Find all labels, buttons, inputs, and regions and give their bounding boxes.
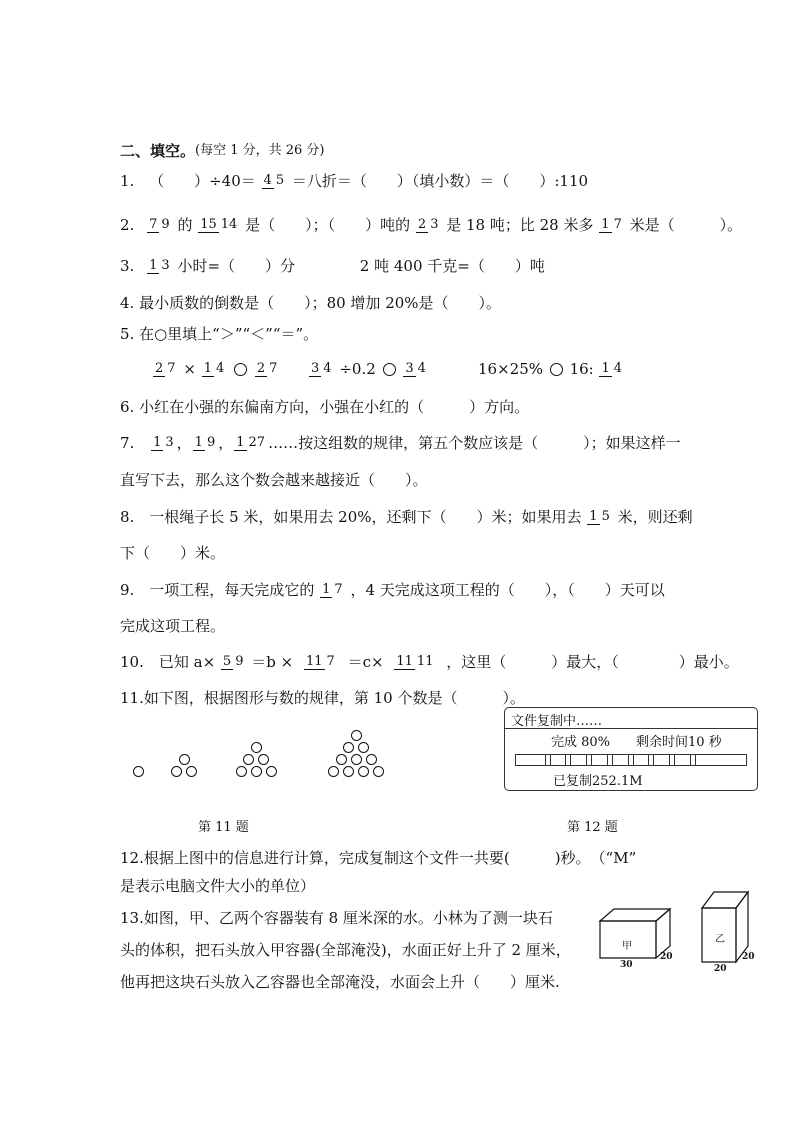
question-11: 11.如下图，根据图形与数的规律，第 10 个数是（ ）。 xyxy=(120,689,525,707)
figure-11-caption: 第 11 题 xyxy=(198,820,249,835)
denominator: 27 xyxy=(248,435,266,450)
pattern-circle xyxy=(186,766,197,777)
container-jia-label: 甲 xyxy=(622,941,632,952)
question-3 xyxy=(120,255,545,276)
expression-left: 16×25% xyxy=(478,360,543,378)
numerator: 2 xyxy=(256,360,266,376)
numerator: 7 xyxy=(149,216,158,232)
q13-line-2: 头的体积，把石头放入甲容器(全部淹没)，水面正好上升了 2 厘米， xyxy=(120,941,571,959)
container-yi-depth: 20 xyxy=(742,952,755,962)
container-jia xyxy=(600,905,680,969)
pattern-circle xyxy=(179,754,190,765)
denominator: 9 xyxy=(161,217,170,232)
q2-fraction-1 xyxy=(147,218,172,233)
fraction xyxy=(202,362,227,377)
q3-part-b: 2 吨 400 千克=（ ）吨 xyxy=(359,257,545,275)
pattern-circle xyxy=(336,754,347,765)
denominator: 5 xyxy=(601,509,610,524)
q7-text: ……按这组数的规律，第五个数应该是（ ）；如果这样一 xyxy=(268,434,681,452)
q1-part-a: （ ）÷40＝ xyxy=(149,172,256,190)
fraction xyxy=(151,436,176,451)
denominator: 3 xyxy=(430,217,439,232)
denominator: 7 xyxy=(167,361,176,376)
compare-circle[interactable] xyxy=(234,363,247,376)
question-6: 6. 小红在小强的东偏南方向，小强在小红的（ ）方向。 xyxy=(120,398,530,416)
numerator: 15 xyxy=(200,216,217,232)
copied-size: 已复制252.1M xyxy=(553,774,643,789)
q8-line-2: 下（ ）米。 xyxy=(120,544,226,562)
question-5: 5. 在○里填上“＞”“＜”“＝”。 xyxy=(120,325,319,343)
numerator: 3 xyxy=(311,360,320,376)
progress-segment xyxy=(648,755,654,765)
question-2 xyxy=(120,214,742,235)
section-title: 二、填空。 xyxy=(120,142,196,160)
dialog-divider xyxy=(505,728,757,729)
progress-segment xyxy=(690,755,696,765)
copy-status: 完成 80% 剩余时间10 秒 xyxy=(551,735,722,750)
fraction xyxy=(320,583,345,598)
q3-fraction xyxy=(147,259,172,274)
q2-fraction-4 xyxy=(599,218,624,233)
operator: ÷0.2 xyxy=(339,360,376,378)
compare-circle[interactable] xyxy=(550,363,563,376)
pattern-circle xyxy=(171,766,182,777)
denominator: 3 xyxy=(165,435,174,450)
q2-number: 2. xyxy=(120,216,135,234)
container-jia-width: 30 xyxy=(620,960,633,970)
figure-12-caption: 第 12 题 xyxy=(567,820,618,835)
pattern-circle xyxy=(343,766,354,777)
fraction xyxy=(221,655,246,670)
pattern-circle xyxy=(358,766,369,777)
q2-text-3: 是 18 吨；比 28 米多 xyxy=(446,216,594,234)
numerator: 4 xyxy=(263,172,272,188)
q10-text-a: 10. 已知 a× xyxy=(120,653,216,671)
q2-fraction-3 xyxy=(416,218,441,233)
q7-number: 7. xyxy=(120,434,135,452)
denominator: 11 xyxy=(416,654,434,669)
q10-text-d: ，这里（ ）最大，（ ）最小。 xyxy=(446,653,739,671)
fraction xyxy=(153,362,178,377)
denominator: 7 xyxy=(269,361,278,376)
q10-text-b: ＝b × xyxy=(251,653,294,671)
q1-number: 1. xyxy=(120,172,135,190)
q1-fraction xyxy=(262,174,287,189)
operator: × xyxy=(183,360,196,378)
pattern-circle xyxy=(236,766,247,777)
progress-segment xyxy=(545,755,551,765)
numerator: 1 xyxy=(203,360,212,376)
fraction xyxy=(599,362,624,377)
numerator: 2 xyxy=(417,216,427,232)
q8-text-a: 8. 一根绳子长 5 米，如果用去 20%，还剩下（ ）米；如果用去 xyxy=(120,508,582,526)
pattern-circle xyxy=(351,730,362,741)
pattern-circle xyxy=(366,754,377,765)
q8-text-b: 米，则还剩 xyxy=(617,508,693,526)
numerator: 1 xyxy=(236,434,245,450)
container-yi xyxy=(700,890,760,974)
file-copy-dialog xyxy=(504,707,758,791)
pattern-circle xyxy=(351,754,362,765)
denominator: 7 xyxy=(326,654,335,669)
pattern-circle xyxy=(266,766,277,777)
pattern-circle xyxy=(328,766,339,777)
container-yi-width: 20 xyxy=(714,964,727,974)
q9-text-a: 9. 一项工程，每天完成它的 xyxy=(120,581,315,599)
denominator: 7 xyxy=(613,217,622,232)
numerator: 1 xyxy=(322,581,331,597)
fraction xyxy=(234,436,267,451)
separator: ， xyxy=(176,434,192,452)
q5-expression-1 xyxy=(152,358,280,379)
q2-fraction-2 xyxy=(198,218,239,233)
separator: ， xyxy=(218,434,234,452)
numerator: 3 xyxy=(405,360,414,376)
pattern-circle xyxy=(258,754,269,765)
q5-expression-3 xyxy=(478,358,625,379)
section-heading xyxy=(120,140,325,161)
fraction xyxy=(255,362,280,377)
numerator: 2 xyxy=(155,360,164,376)
fraction xyxy=(394,655,435,670)
q9-text-b: ，4 天完成这项工程的（ ），（ ）天可以 xyxy=(350,581,665,599)
fraction xyxy=(193,436,218,451)
progress-segment xyxy=(565,755,571,765)
fraction xyxy=(587,510,612,525)
numerator: 1 xyxy=(601,360,610,376)
section-note: (每空 1 分，共 26 分) xyxy=(195,143,325,158)
numerator: 11 xyxy=(396,653,413,669)
progress-segment xyxy=(607,755,613,765)
numerator: 11 xyxy=(306,653,323,669)
dialog-title: 文件复制中…… xyxy=(511,714,603,729)
denominator: 3 xyxy=(161,258,170,273)
question-10 xyxy=(120,651,739,672)
pattern-circle xyxy=(373,766,384,777)
q2-text-1: 的 xyxy=(177,216,193,234)
denominator: 9 xyxy=(206,435,216,450)
q7-line-2: 直写下去，那么这个数会越来越接近（ ）。 xyxy=(120,471,428,489)
denominator: 9 xyxy=(235,654,244,669)
expression-right: 16: xyxy=(569,360,594,378)
question-12: 12.根据上图中的信息进行计算，完成复制这个文件一共要( )秒。 （“M” xyxy=(120,849,637,867)
compare-circle[interactable] xyxy=(383,363,396,376)
question-1 xyxy=(120,170,588,191)
denominator: 4 xyxy=(613,361,623,376)
q5-expression-2 xyxy=(308,358,429,379)
numerator: 5 xyxy=(222,653,232,669)
numerator: 1 xyxy=(194,434,203,450)
q3-number: 3. xyxy=(120,257,135,275)
numerator: 1 xyxy=(149,257,158,273)
question-7 xyxy=(120,432,681,453)
pattern-circle xyxy=(251,766,262,777)
pattern-circle xyxy=(358,742,369,753)
denominator: 7 xyxy=(334,582,343,597)
q1-part-b: ＝八折＝（ ）（填小数）＝（ ）:110 xyxy=(291,172,589,190)
denominator: 4 xyxy=(323,361,332,376)
question-13: 13.如图，甲、乙两个容器装有 8 厘米深的水。小林为了测一块石 xyxy=(120,909,553,927)
container-jia-depth: 20 xyxy=(660,952,673,962)
denominator: 4 xyxy=(417,361,426,376)
fraction xyxy=(309,362,334,377)
pattern-circle xyxy=(133,766,144,777)
progress-segment xyxy=(586,755,592,765)
q9-line-2: 完成这项工程。 xyxy=(120,617,226,635)
q13-line-3: 他再把这块石头放入乙容器也全部淹没，水面会上升（ ）厘米. xyxy=(120,973,560,991)
denominator: 5 xyxy=(275,173,285,188)
question-8 xyxy=(120,506,693,527)
container-yi-label: 乙 xyxy=(715,934,725,945)
q10-text-c: ＝c× xyxy=(347,653,384,671)
pattern-circle xyxy=(243,754,254,765)
question-9 xyxy=(120,579,665,600)
numerator: 1 xyxy=(589,508,598,524)
progress-bar xyxy=(515,754,747,766)
q2-text-4: 米是（ ）。 xyxy=(629,216,743,234)
fraction xyxy=(304,655,337,670)
numerator: 1 xyxy=(601,216,610,232)
pattern-circle xyxy=(251,742,262,753)
q2-text-2: 是（ ）；（ ）吨的 xyxy=(245,216,411,234)
numerator: 1 xyxy=(153,434,162,450)
q12-line-2: 是表示电脑文件大小的单位） xyxy=(120,877,316,895)
denominator: 14 xyxy=(220,217,238,232)
pattern-circle xyxy=(343,742,354,753)
denominator: 4 xyxy=(215,361,225,376)
fraction xyxy=(403,362,428,377)
progress-segment xyxy=(628,755,634,765)
q3-part-a: 小时=（ ）分 xyxy=(177,257,296,275)
progress-segment xyxy=(669,755,675,765)
question-4: 4. 最小质数的倒数是（ ）；80 增加 20%是（ ）。 xyxy=(120,294,502,312)
